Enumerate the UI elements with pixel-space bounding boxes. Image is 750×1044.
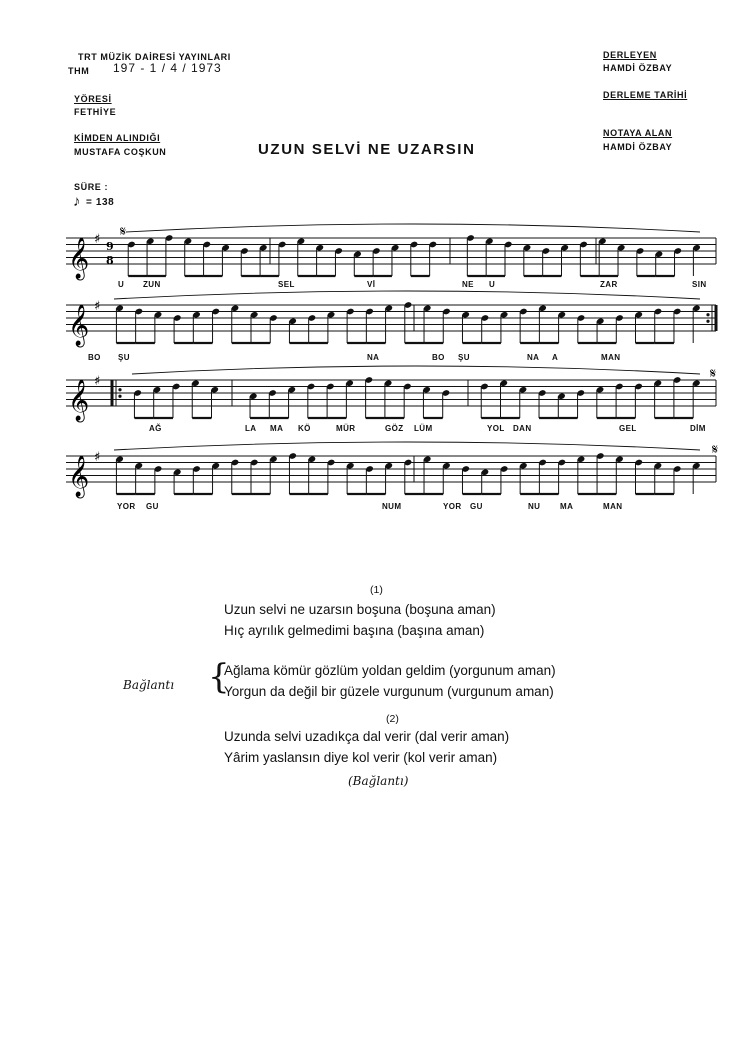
time-sig-bottom: 8 [106,254,114,267]
tempo-value: = 138 [86,197,115,208]
lyric-syllable: MA [560,502,574,511]
verse-1-line-1: Uzun selvi ne uzarsın boşuna (boşuna aman) [224,602,496,617]
lyric-syllable: GÖZ [385,424,404,433]
treble-clef-icon: 𝄞 [68,456,90,497]
lyric-syllable: MÜR [336,424,356,433]
refrain-line-1: Ağlama kömür gözlüm yoldan geldim (yorgunum aman) [224,663,556,678]
lyric-syllable: LÜM [414,424,433,433]
verse-1-number: (1) [370,584,383,596]
staff-system-1 [0,224,750,284]
song-title: UZUN SELVİ NE UZARSIN [258,141,476,158]
lyric-syllable: DAN [513,424,532,433]
lyric-syllable: KÖ [298,424,311,433]
compile-date-label: DERLEME TARİHİ [603,90,688,100]
lyric-syllable: BO [432,353,445,362]
time-sig-top: 9 [106,240,114,253]
compiler-label: DERLEYEN [603,50,657,60]
phrase-slur [114,291,700,299]
eighth-note-icon: ♪ [73,193,81,210]
lyric-syllable: U [489,280,496,289]
lyric-syllable: ZUN [143,280,161,289]
treble-clef-icon: 𝄞 [68,380,90,421]
refrain-label: Bağlantı [123,678,175,692]
lyric-syllable: LA [245,424,257,433]
verse-1-line-2: Hıç ayrılık gelmedimi başına (başına aman) [224,623,485,638]
lyric-syllable: ŞU [118,353,130,362]
segno-icon: 𝄋 [712,442,719,458]
verse-2-line-2: Yârim yaslansın diye kol verir (kol verir aman) [224,750,498,765]
lyric-syllable: GU [146,502,159,511]
region-value: FETHİYE [74,107,117,117]
key-sharp-icon: ♯ [94,232,101,247]
phrase-slur [114,442,700,450]
source-value: MUSTAFA COŞKUN [74,147,167,157]
staff-system-2 [0,291,750,351]
verse-2-line-1: Uzunda selvi uzadıkça dal verir (dal verir aman) [224,729,510,744]
key-sharp-icon: ♯ [94,450,101,465]
treble-clef-icon: 𝄞 [68,305,90,346]
segno-icon: 𝄋 [710,366,717,382]
lyric-syllable: SIN [692,280,707,289]
compiler-value: HAMDİ ÖZBAY [603,63,673,73]
lyric-syllable: MAN [603,502,623,511]
lyric-syllable: MA [270,424,284,433]
refrain-line-2: Yorgun da değil bir güzele vurgunum (vurgunum aman) [224,684,554,699]
lyric-syllable: GEL [619,424,637,433]
lyric-syllable: NE [462,280,474,289]
verse-2-number: (2) [386,713,399,725]
notation-label: NOTAYA ALAN [603,128,673,138]
phrase-slur [132,366,700,374]
lyric-syllable: NUM [382,502,402,511]
lyric-syllable: NA [527,353,540,362]
lyric-syllable: AĞ [149,424,162,433]
region-label: YÖRESİ [74,94,112,104]
duration-label: SÜRE : [74,182,109,192]
lyric-syllable: GU [470,502,483,511]
lyric-syllable: ZAR [600,280,618,289]
refrain-reference: (Bağlantı) [348,774,409,788]
thm-number: 197 - 1 / 4 / 1973 [113,61,222,75]
lyric-syllable: Vİ [367,280,376,289]
lyric-syllable: BO [88,353,101,362]
treble-clef-icon: 𝄞 [68,238,90,279]
lyric-syllable: YOL [487,424,505,433]
lyric-syllable: NU [528,502,541,511]
lyric-syllable: DİM [690,424,706,433]
lyric-syllable: A [552,353,559,362]
publisher-label: TRT MÜZİK DAİRESİ YAYINLARI [78,52,231,62]
key-sharp-icon: ♯ [94,299,101,314]
phrase-slur [126,224,700,232]
thm-label: THM [68,66,90,76]
lyric-syllable: SEL [278,280,295,289]
key-sharp-icon: ♯ [94,374,101,389]
lyric-syllable: YOR [117,502,136,511]
lyric-syllable: U [118,280,125,289]
lyric-syllable: YOR [443,502,462,511]
refrain-brace: { [208,657,230,697]
staff-system-4 [0,442,750,502]
source-label: KİMDEN ALINDIĞI [74,133,161,143]
staff-system-3 [0,366,750,426]
lyric-syllable: ŞU [458,353,470,362]
lyric-syllable: NA [367,353,380,362]
lyric-syllable: MAN [601,353,621,362]
notation-value: HAMDİ ÖZBAY [603,142,673,152]
segno-icon: 𝄋 [120,224,127,240]
